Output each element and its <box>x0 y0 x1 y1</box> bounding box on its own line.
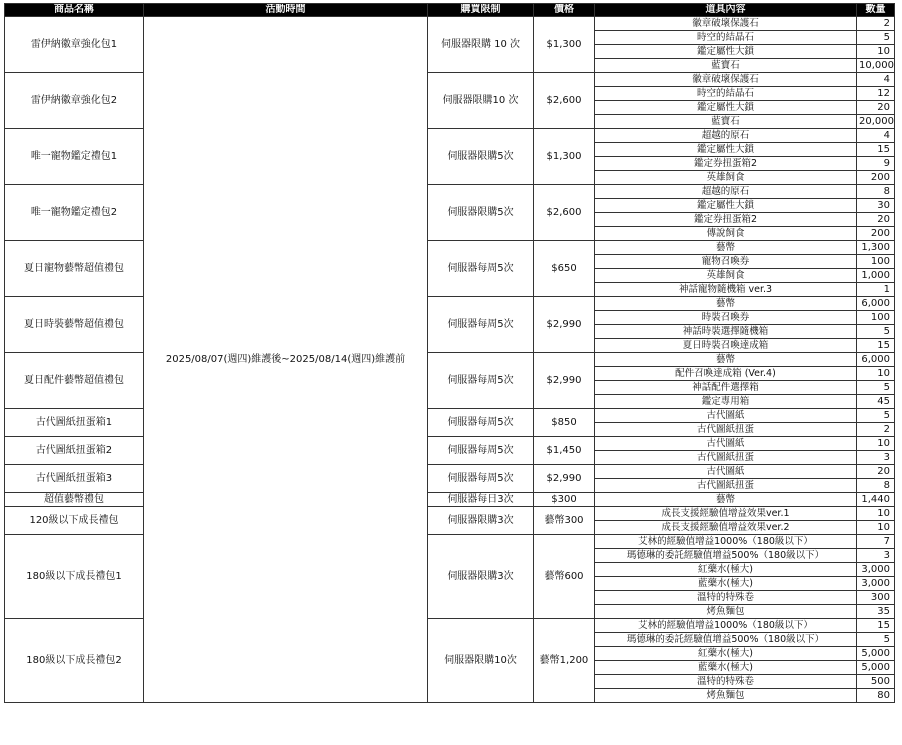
item-quantity: 5 <box>857 409 895 423</box>
item-quantity: 45 <box>857 395 895 409</box>
package-name: 唯一寵物鑑定禮包2 <box>5 185 144 241</box>
table-row <box>5 409 895 423</box>
purchase-limit: 伺服器限購5次 <box>428 129 534 185</box>
item-quantity: 100 <box>857 255 895 269</box>
item-quantity: 500 <box>857 675 895 689</box>
item-quantity: 10 <box>857 507 895 521</box>
purchase-limit: 伺服器每周5次 <box>428 437 534 465</box>
item-quantity: 6,000 <box>857 297 895 311</box>
purchase-limit: 伺服器限購3次 <box>428 507 534 535</box>
item-quantity: 5 <box>857 633 895 647</box>
header-quantity: 數量 <box>857 4 895 17</box>
item-quantity: 2 <box>857 423 895 437</box>
package-price: $850 <box>534 409 595 437</box>
item-name: 藍藥水(極大) <box>595 577 857 591</box>
purchase-limit: 伺服器限購10次 <box>428 619 534 703</box>
purchase-limit: 伺服器限購5次 <box>428 185 534 241</box>
item-name: 古代圖紙 <box>595 437 857 451</box>
item-name: 寵物召喚券 <box>595 255 857 269</box>
item-name: 烤魚麵包 <box>595 689 857 703</box>
item-quantity: 15 <box>857 339 895 353</box>
table-row <box>5 17 895 31</box>
item-name: 古代圖紙扭蛋 <box>595 423 857 437</box>
table-row <box>5 185 895 199</box>
item-quantity: 8 <box>857 185 895 199</box>
item-name: 神話配件選擇箱 <box>595 381 857 395</box>
item-name: 古代圖紙 <box>595 465 857 479</box>
package-price: 藝幣600 <box>534 535 595 619</box>
item-name: 藝幣 <box>595 493 857 507</box>
package-name: 古代圖紙扭蛋箱1 <box>5 409 144 437</box>
table-row <box>5 437 895 451</box>
item-name: 鑑定屬性大鎖 <box>595 101 857 115</box>
item-quantity: 12 <box>857 87 895 101</box>
item-quantity: 10 <box>857 45 895 59</box>
item-name: 鑑定券扭蛋箱2 <box>595 213 857 227</box>
item-name: 瑪德琳的委託經驗值增益500%（180級以下） <box>595 549 857 563</box>
item-name: 超越的原石 <box>595 129 857 143</box>
item-name: 溫特的特殊卷 <box>595 591 857 605</box>
package-price: $2,990 <box>534 353 595 409</box>
item-name: 艾林的經驗值增益1000%（180級以下） <box>595 619 857 633</box>
header-package-name: 商品名稱 <box>5 4 144 17</box>
package-name: 雷伊納徽章強化包1 <box>5 17 144 73</box>
item-quantity: 20,000 <box>857 115 895 129</box>
item-name: 夏日時裝召喚達成箱 <box>595 339 857 353</box>
item-name: 成長支援經驗值增益效果ver.2 <box>595 521 857 535</box>
item-quantity: 10 <box>857 367 895 381</box>
item-quantity: 200 <box>857 227 895 241</box>
item-name: 成長支援經驗值增益效果ver.1 <box>595 507 857 521</box>
item-quantity: 4 <box>857 129 895 143</box>
item-name: 鑑定券扭蛋箱2 <box>595 157 857 171</box>
item-quantity: 5,000 <box>857 647 895 661</box>
item-quantity: 5 <box>857 325 895 339</box>
package-name: 120級以下成長禮包 <box>5 507 144 535</box>
item-name: 時裝召喚券 <box>595 311 857 325</box>
item-quantity: 3 <box>857 451 895 465</box>
table-row <box>5 493 895 507</box>
table-row <box>5 353 895 367</box>
item-name: 時空的結晶石 <box>595 31 857 45</box>
package-price: $2,990 <box>534 297 595 353</box>
item-quantity: 3,000 <box>857 563 895 577</box>
item-quantity: 200 <box>857 171 895 185</box>
item-quantity: 5 <box>857 31 895 45</box>
item-name: 神話時裝選擇隨機箱 <box>595 325 857 339</box>
item-quantity: 20 <box>857 465 895 479</box>
item-name: 英雄飼食 <box>595 269 857 283</box>
package-price: 藝幣300 <box>534 507 595 535</box>
item-quantity: 10 <box>857 521 895 535</box>
item-quantity: 3 <box>857 549 895 563</box>
purchase-limit: 伺服器每周5次 <box>428 353 534 409</box>
purchase-limit: 伺服器限購3次 <box>428 535 534 619</box>
package-price: $1,300 <box>534 17 595 73</box>
item-quantity: 10,000 <box>857 59 895 73</box>
header-event-period: 活動時間 <box>144 4 428 17</box>
item-name: 神話寵物隨機箱 ver.3 <box>595 283 857 297</box>
package-name: 古代圖紙扭蛋箱2 <box>5 437 144 465</box>
item-quantity: 20 <box>857 101 895 115</box>
package-price: $1,300 <box>534 129 595 185</box>
package-name: 180級以下成長禮包2 <box>5 619 144 703</box>
item-name: 紅藥水(極大) <box>595 647 857 661</box>
item-name: 鑑定屬性大鎖 <box>595 199 857 213</box>
item-quantity: 35 <box>857 605 895 619</box>
item-quantity: 9 <box>857 157 895 171</box>
item-quantity: 1,440 <box>857 493 895 507</box>
item-name: 藍寶石 <box>595 59 857 73</box>
item-quantity: 300 <box>857 591 895 605</box>
package-price: $2,990 <box>534 465 595 493</box>
item-quantity: 2 <box>857 17 895 31</box>
item-quantity: 100 <box>857 311 895 325</box>
item-name: 溫特的特殊卷 <box>595 675 857 689</box>
package-price: $2,600 <box>534 185 595 241</box>
purchase-limit: 伺服器每日3次 <box>428 493 534 507</box>
item-name: 艾林的經驗值增益1000%（180級以下） <box>595 535 857 549</box>
item-quantity: 15 <box>857 143 895 157</box>
item-quantity: 15 <box>857 619 895 633</box>
package-price: $1,450 <box>534 437 595 465</box>
item-quantity: 1,300 <box>857 241 895 255</box>
item-name: 藍藥水(極大) <box>595 661 857 675</box>
package-price: $300 <box>534 493 595 507</box>
table-row <box>5 619 895 633</box>
item-name: 鑑定屬性大鎖 <box>595 45 857 59</box>
package-name: 夏日寵物藝幣超值禮包 <box>5 241 144 297</box>
table-row <box>5 465 895 479</box>
table-row <box>5 241 895 255</box>
item-quantity: 8 <box>857 479 895 493</box>
item-name: 藝幣 <box>595 353 857 367</box>
table-row <box>5 297 895 311</box>
item-name: 紅藥水(極大) <box>595 563 857 577</box>
table-row <box>5 129 895 143</box>
item-name: 超越的原石 <box>595 185 857 199</box>
event-package-table <box>4 3 895 703</box>
item-quantity: 3,000 <box>857 577 895 591</box>
item-name: 徽章破壞保護石 <box>595 73 857 87</box>
item-name: 英雄飼食 <box>595 171 857 185</box>
package-price: 藝幣1,200 <box>534 619 595 703</box>
item-quantity: 5,000 <box>857 661 895 675</box>
header-item-contents: 道具內容 <box>595 4 857 17</box>
item-name: 藝幣 <box>595 297 857 311</box>
package-name: 夏日時裝藝幣超值禮包 <box>5 297 144 353</box>
item-name: 藝幣 <box>595 241 857 255</box>
package-name: 古代圖紙扭蛋箱3 <box>5 465 144 493</box>
item-name: 配件召喚達成箱 (Ver.4) <box>595 367 857 381</box>
table-row <box>5 535 895 549</box>
item-name: 藍寶石 <box>595 115 857 129</box>
item-quantity: 10 <box>857 437 895 451</box>
item-name: 時空的結晶石 <box>595 87 857 101</box>
purchase-limit: 伺服器每周5次 <box>428 241 534 297</box>
item-name: 徽章破壞保護石 <box>595 17 857 31</box>
package-price: $2,600 <box>534 73 595 129</box>
item-quantity: 80 <box>857 689 895 703</box>
item-name: 瑪德琳的委託經驗值增益500%（180級以下） <box>595 633 857 647</box>
header-price: 價格 <box>534 4 595 17</box>
item-name: 鑑定屬性大鎖 <box>595 143 857 157</box>
header-purchase-limit: 購買限制 <box>428 4 534 17</box>
purchase-limit: 伺服器每周5次 <box>428 409 534 437</box>
item-quantity: 6,000 <box>857 353 895 367</box>
item-name: 古代圖紙 <box>595 409 857 423</box>
item-quantity: 20 <box>857 213 895 227</box>
item-quantity: 7 <box>857 535 895 549</box>
item-name: 鑑定專用箱 <box>595 395 857 409</box>
package-name: 超值藝幣禮包 <box>5 493 144 507</box>
item-name: 烤魚麵包 <box>595 605 857 619</box>
table-row <box>5 73 895 87</box>
event-period: 2025/08/07(週四)維護後~2025/08/14(週四)維護前 <box>144 17 428 703</box>
package-price: $650 <box>534 241 595 297</box>
item-quantity: 1,000 <box>857 269 895 283</box>
item-quantity: 4 <box>857 73 895 87</box>
package-name: 唯一寵物鑑定禮包1 <box>5 129 144 185</box>
item-name: 古代圖紙扭蛋 <box>595 451 857 465</box>
item-quantity: 5 <box>857 381 895 395</box>
purchase-limit: 伺服器限購 10 次 <box>428 17 534 73</box>
package-name: 夏日配件藝幣超值禮包 <box>5 353 144 409</box>
purchase-limit: 伺服器限購10 次 <box>428 73 534 129</box>
item-name: 傳說飼食 <box>595 227 857 241</box>
header-row <box>5 4 895 17</box>
table-body <box>5 17 895 703</box>
item-quantity: 30 <box>857 199 895 213</box>
item-name: 古代圖紙扭蛋 <box>595 479 857 493</box>
package-name: 雷伊納徽章強化包2 <box>5 73 144 129</box>
item-quantity: 1 <box>857 283 895 297</box>
table-row <box>5 507 895 521</box>
purchase-limit: 伺服器每周5次 <box>428 297 534 353</box>
package-name: 180級以下成長禮包1 <box>5 535 144 619</box>
purchase-limit: 伺服器每周5次 <box>428 465 534 493</box>
